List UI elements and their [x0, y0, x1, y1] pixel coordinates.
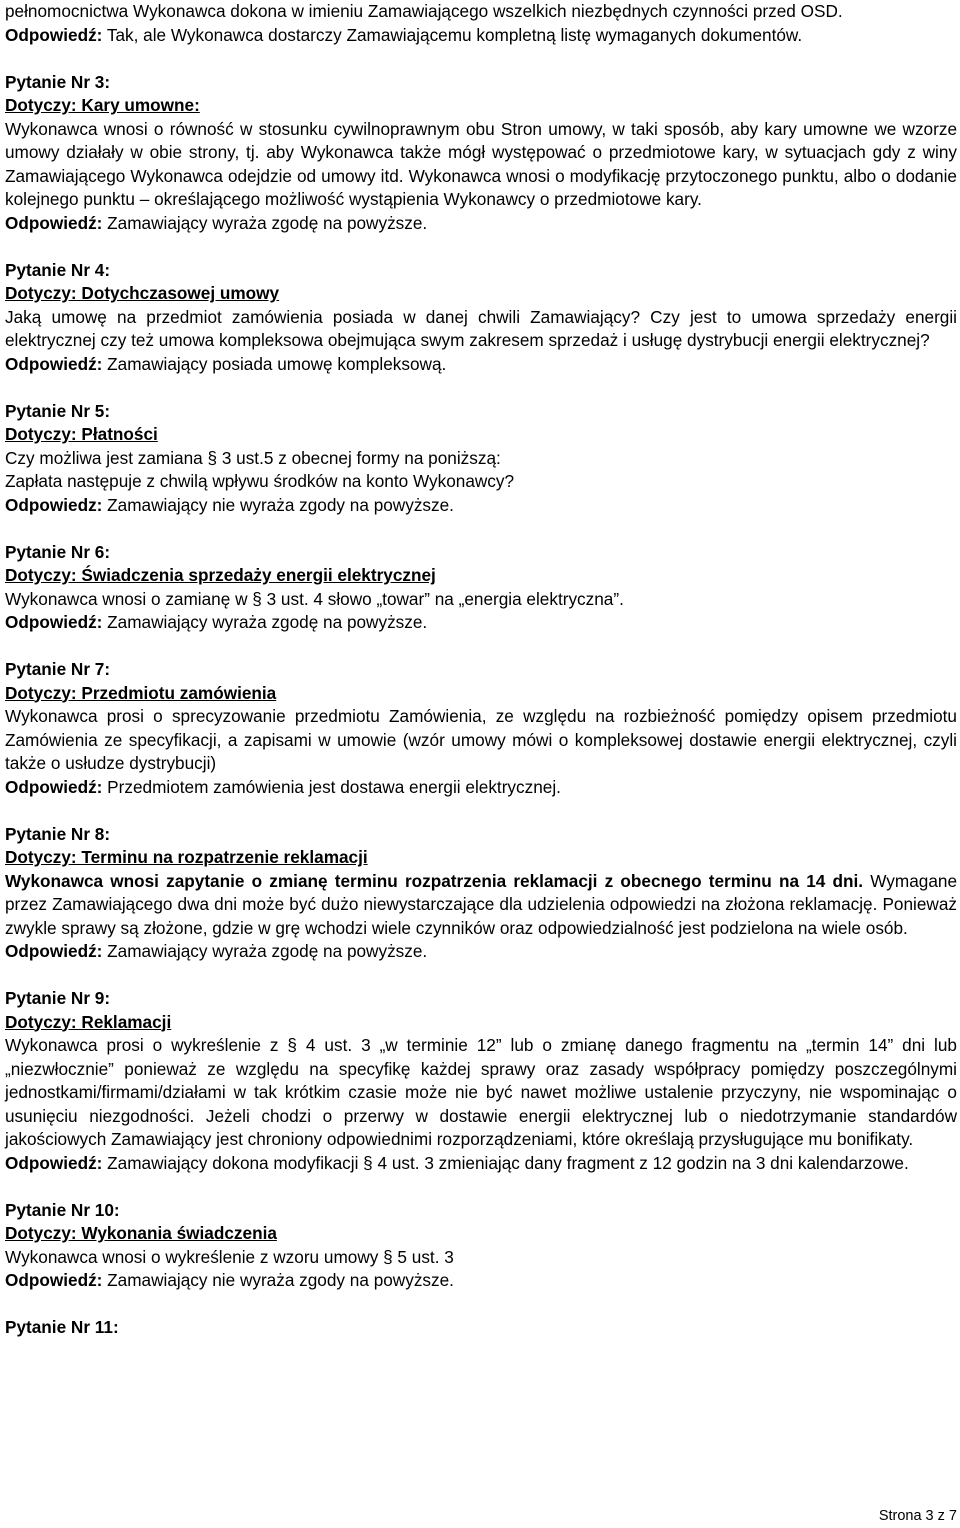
- question-8-subject: Dotyczy: Terminu na rozpatrzenie reklamacji: [5, 847, 368, 867]
- answer-label: Odpowiedź:: [5, 776, 103, 797]
- question-5-body-line-2: Zapłata następuje z chwilą wpływu środków na konto Wykonawcy?: [5, 471, 515, 491]
- answer-label: Odpowiedź:: [5, 612, 103, 632]
- answer-text: Przedmiotem zamówienia jest dostawa energii elektrycznej.: [102, 776, 561, 797]
- question-6-answer: [5, 611, 957, 635]
- question-3-title: Pytanie Nr 3:: [5, 71, 111, 92]
- answer-label: Odpowiedz:: [5, 494, 103, 515]
- answer-label: Odpowiedź:: [5, 941, 103, 961]
- answer-text: Zamawiający wyraża zgodę na powyższe.: [102, 212, 428, 233]
- answer-text: Zamawiający nie wyraża zgody na powyższe.: [102, 1270, 454, 1290]
- question-4-body: Jaką umowę na przedmiot zamówienia posiada w danej chwili Zamawiający? Czy jest to umowa sprzedaży energii elektrycznej czy też umowa kompleksowa obejmująca swym zakresem sprzedaż i usługę dystrybucji energii elektrycznej?: [5, 306, 957, 350]
- question-8-body-text: Wymagane przez Zamawiającego dwa dni może być dużo niewystarczające dla udzielenia odpowiedzi na złożona reklamację. Ponieważ zwykle sprawy są złożone, gdzie w grę wchodzi wiele czynników oraz odpowiedzialność jest podzielona na wiele osób.: [5, 870, 958, 938]
- answer-text: Zamawiający posiada umowę kompleksową.: [102, 353, 447, 374]
- answer-label: Odpowiedź:: [5, 212, 103, 233]
- question-4-answer: [5, 353, 957, 377]
- question-3-body: Wykonawca wnosi o równość w stosunku cywilnoprawnym obu Stron umowy, w taki sposób, aby kary umowne we wzorze umowy działały w obie strony, tj. aby Wykonawca także mógł występować o przedmiotowe kary, w sytuacjach gdy z winy Zamawiającego Wykonawca odejdzie od umowy itd. Wykonawca wnosi o modyfikację przytoczonego punktu, albo o dodanie kolejnego punktu – określającego możliwość wystąpienia Wykonawcy o przedmiotowe kary.: [5, 118, 957, 209]
- answer-text: Zamawiający dokona modyfikacji § 4 ust. 3 zmieniając dany fragment z 12 godzin na 3 dni kalendarzowe.: [102, 1152, 909, 1173]
- question-5-body-line-1: Czy możliwa jest zamiana § 3 ust.5 z obecnej formy na poniższą:: [5, 447, 501, 468]
- question-5-title: Pytanie Nr 5:: [5, 400, 111, 421]
- question-9-body: Wykonawca prosi o wykreślenie z § 4 ust. 3 „w terminie 12” lub o zmianę danego fragmentu na „termin 14” dni lub „niezwłocznie” ponieważ ze względu na specyfikę każdej sprawy oraz zasady współpracy pomiędzy poszczególnymi jednostkami/firmami/działami w tak krótkim czasie może nie być nawet możliwe ustalenie przyczyny, nie wspominając o usunięciu niezgodności. Jeżeli chodzi o przerwy w dostawie energii elektrycznej lub o niedotrzymanie standardów jakościowych Zamawiający jest chroniony odpowiednimi rozporządzeniami, które określają przysługujące mu bonifikaty.: [5, 1035, 957, 1149]
- question-7-title: Pytanie Nr 7:: [5, 659, 111, 679]
- answer-label: Odpowiedź:: [5, 24, 103, 45]
- question-4-subject: Dotyczy: Dotychczasowej umowy: [5, 283, 280, 303]
- question-7-answer: [5, 776, 957, 800]
- answer-text: Tak, ale Wykonawca dostarczy Zamawiającemu kompletną listę wymaganych dokumentów.: [102, 24, 803, 45]
- document-page: [5, 0, 957, 1340]
- question-6-title: Pytanie Nr 6:: [5, 541, 111, 562]
- answer-text: Zamawiający wyraża zgodę na powyższe.: [102, 941, 428, 961]
- question-10-title: Pytanie Nr 10:: [5, 1199, 120, 1220]
- question-7-body: Wykonawca prosi o sprecyzowanie przedmiotu Zamówienia, ze względu na rozbieżność pomiędzy opisem przedmiotu Zamówienia ze specyfikacji, a zapisami w umowie (wzór umowy mówi o kompleksowej dostawie energii elektrycznej, czyli także o usłudze dystrybucji): [5, 706, 957, 773]
- question-6-body: Wykonawca wnosi o zamianę w § 3 ust. 4 słowo „towar” na „energia elektryczna”.: [5, 588, 624, 609]
- answer-text: Zamawiający wyraża zgodę na powyższe.: [102, 612, 428, 632]
- question-4-title: Pytanie Nr 4:: [5, 259, 111, 280]
- question-3-subject: Dotyczy: Kary umowne:: [5, 95, 200, 115]
- question-10-subject: Dotyczy: Wykonania świadczenia: [5, 1223, 277, 1243]
- question-10-body: Wykonawca wnosi o wykreślenie z wzoru umowy § 5 ust. 3: [5, 1246, 454, 1267]
- question-8-title: Pytanie Nr 8:: [5, 823, 111, 844]
- question-9-answer: [5, 1152, 957, 1176]
- question-10-answer: [5, 1269, 957, 1293]
- question-7-subject: Dotyczy: Przedmiotu zamówienia: [5, 682, 277, 703]
- question-8-body: [5, 870, 957, 941]
- answer-text: Zamawiający nie wyraża zgody na powyższe.: [102, 494, 454, 515]
- question-5-subject: Dotyczy: Płatności: [5, 424, 158, 444]
- question-9-title: Pytanie Nr 9:: [5, 988, 111, 1008]
- question-8-body-bold: Wykonawca wnosi zapytanie o zmianę terminu rozpatrzenia reklamacji z obecnego terminu na 14 dni.: [5, 870, 864, 891]
- question-8-answer: [5, 940, 957, 964]
- question-5-answer: [5, 494, 957, 518]
- question-9-subject: Dotyczy: Reklamacji: [5, 1011, 172, 1032]
- question-6-subject: Dotyczy: Świadczenia sprzedaży energii elektrycznej: [5, 565, 436, 585]
- answer-label: Odpowiedź:: [5, 353, 103, 374]
- intro-answer: [5, 24, 957, 48]
- question-11-title: Pytanie Nr 11:: [5, 1317, 119, 1337]
- answer-label: Odpowiedź:: [5, 1270, 103, 1290]
- intro-paragraph: pełnomocnictwa Wykonawca dokona w imieniu Zamawiającego wszelkich niezbędnych czynności przed OSD.: [5, 1, 843, 21]
- page-number: Strona 3 z 7: [878, 1508, 957, 1524]
- question-3-answer: [5, 212, 957, 236]
- answer-label: Odpowiedź:: [5, 1152, 103, 1173]
